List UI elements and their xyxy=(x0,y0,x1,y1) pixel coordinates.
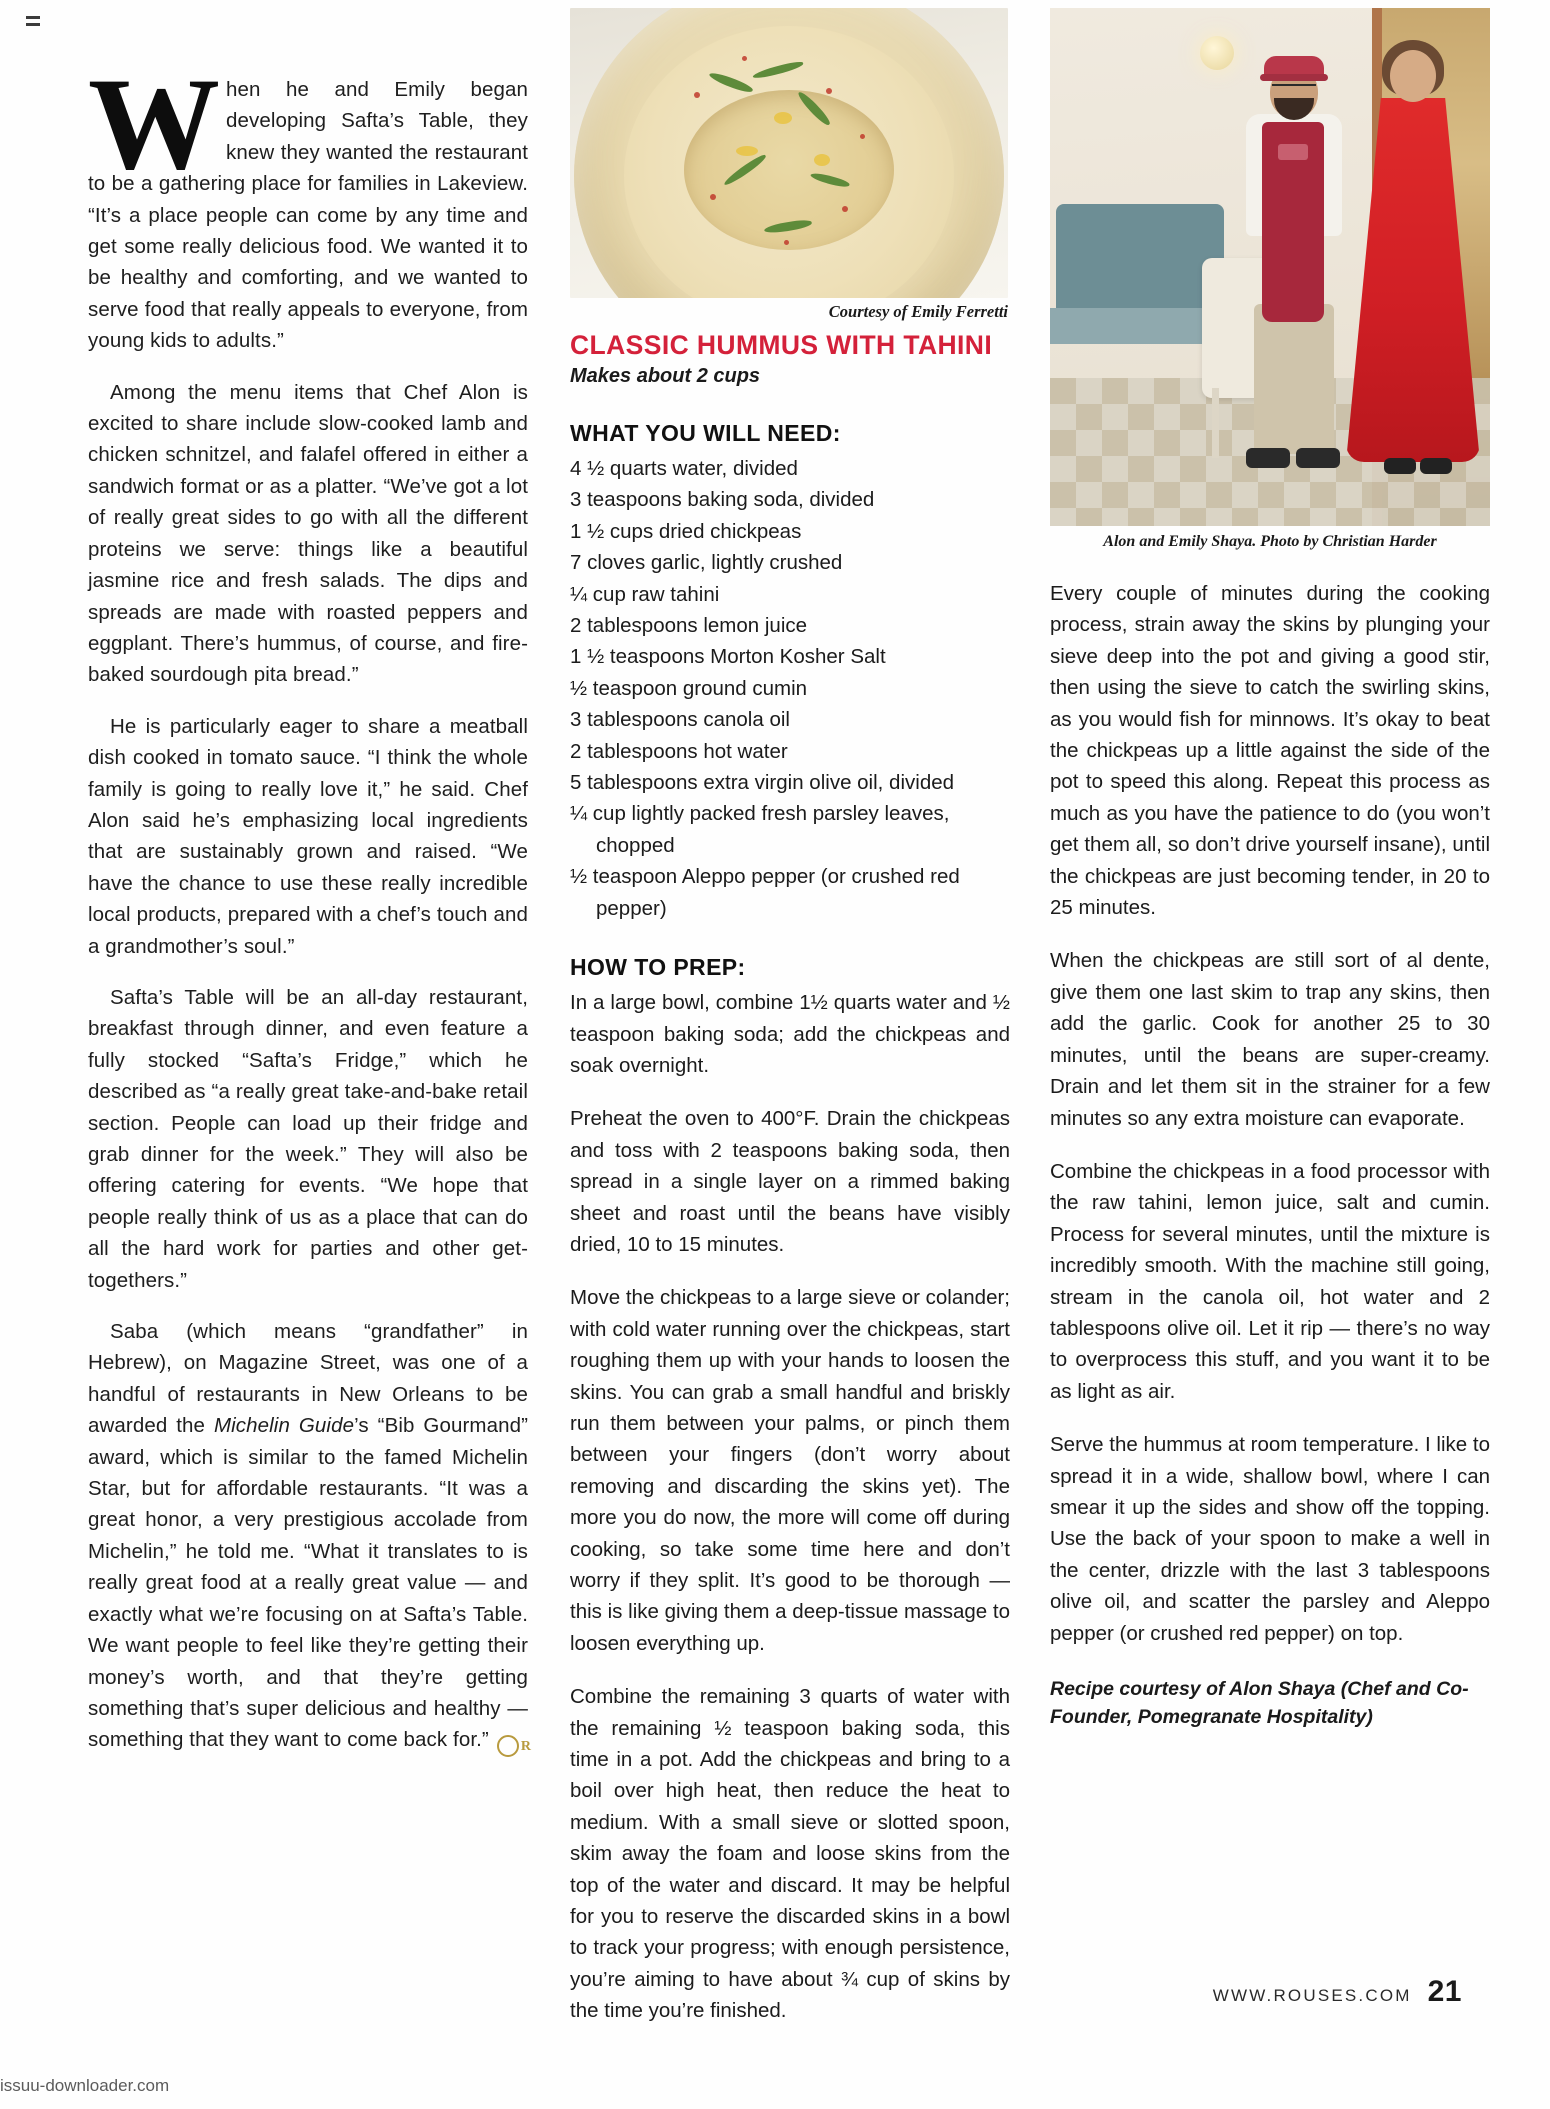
aleppo-pepper-fleck xyxy=(860,134,865,139)
ingredient-item: 1 ½ cups dried chickpeas xyxy=(570,519,802,543)
parsley-garnish xyxy=(752,60,804,80)
parsley-garnish xyxy=(708,70,754,96)
shoe xyxy=(1246,448,1290,468)
ingredient-item: ¼ cup raw tahini xyxy=(570,582,720,606)
prep-step: Combine the remaining 3 quarts of water with the remaining ½ teaspoon baking soda, this time in a pot. Add the chickpeas and bring to a boil over high heat, then reduce the heat to medium. With a small sieve or slotted spoon, skim away the foam and loose skins from the top of the water and discard. It may be helpful for you to reserve the discarded skins in a bowl to track your progress; with enough persistence, you’re aiming to have about ¾ cup of skins by the time you’re finished. xyxy=(570,1685,1010,2023)
couple-photo-caption: Alon and Emily Shaya. Photo by Christian Harder xyxy=(1103,533,1437,550)
shoe xyxy=(1420,458,1452,474)
recipe-column xyxy=(570,330,1010,2027)
ingredient-item: 1 ½ teaspoons Morton Kosher Salt xyxy=(570,645,886,669)
prep-step: Combine the chickpeas in a food processor with the raw tahini, lemon juice, salt and cumin. Process for several minutes, until the mixture is incredibly smooth. With the machine still going, stream in the canola oil, hot water and 2 tablespoons olive oil. Let it rip — there’s no way to overprocess this stuff, and you want it to be as light as air. xyxy=(1050,1159,1490,1403)
hummus-photo xyxy=(570,8,1008,298)
article-paragraph-4: Safta’s Table will be an all-day restaurant, breakfast through dinner, and even feature a fully stocked “Safta’s Fridge,” which he described as “a really great take-and-bake retail section. People can load up their fridge and grab dinner for the week.” They will also be offering catering for events. “We hope that people really think of us as a place that can do all the hard work for parties and other get-togethers.” xyxy=(88,985,528,1292)
head xyxy=(1390,50,1436,102)
downloader-watermark: issuu-downloader.com xyxy=(0,2076,170,2095)
ingredient-item-continuation: chopped xyxy=(596,833,675,857)
aleppo-pepper-fleck xyxy=(694,92,700,98)
chair-leg xyxy=(1212,388,1219,458)
ingredient-item: 3 teaspoons baking soda, divided xyxy=(570,488,875,512)
recipe-yield: Makes about 2 cups xyxy=(570,365,761,387)
shoe xyxy=(1384,458,1416,474)
aleppo-pepper-fleck xyxy=(826,88,832,94)
paragraph-text: Saba (which means “grandfather” in Hebrew), on Magazine Street, was one of a handful of restaurants in New Orleans to be awarded the Michelin Guide’s “Bib Gourmand” award, which is similar to the famed Michelin Star, but for affordable restaurants. “It was a great honor, a very prestigious accolade from Michelin,” he told me. “What it translates to is really great food at a really great value — and exactly what we’re focusing on at Safta’s Table. We want people to feel like they’re getting their money’s worth, and that they’re getting something that’s super delicious and healthy — something that they want to come back for.” xyxy=(88,1320,528,1752)
ingredient-item: ½ teaspoon ground cumin xyxy=(570,676,808,700)
prep-step: Move the chickpeas to a large sieve or colander; with cold water running over the chickpeas, start roughing them up with your hands to loosen the skins. You can grab a small handful and briskly run them between your palms, or pinch them between your fingers (don’t worry about removing and discarding the skins yet). The more you do now, the more will come off during cooking, so take some time here and don’t worry if they split. It’s good to be thorough — this is like giving them a deep-tissue massage to loosen everything up. xyxy=(570,1286,1010,1655)
hummus-photo-caption: Courtesy of Emily Ferretti xyxy=(828,302,1008,321)
aleppo-pepper-fleck xyxy=(784,240,789,245)
recipe-title: CLASSIC HUMMUS WITH TAHINI xyxy=(570,330,993,360)
hummus-surface xyxy=(624,26,954,298)
aleppo-pepper-fleck xyxy=(842,206,848,212)
olive-oil-drizzle xyxy=(736,146,758,156)
article-paragraph-3: He is particularly eager to share a meatball dish cooked in tomato sauce. “I think the whole family is going to really love it,” he said. Chef Alon said he’s emphasizing local ingredients that are sustainably grown and raised. “We have the chance to use these really incredible local products, prepared with a chef’s touch and a grandmother’s soul.” xyxy=(88,714,528,958)
ingredients-heading: WHAT YOU WILL NEED: xyxy=(570,420,841,446)
ingredient-item: ¼ cup lightly packed fresh parsley leaves, xyxy=(570,802,950,826)
article-paragraph-2: Among the menu items that Chef Alon is excited to share include slow-cooked lamb and chicken schnitzel, and falafel offered in either a sandwich format or as a platter. “We’ve got a lot of really great sides to go with all the different proteins we serve: things like a beautiful jasmine rice and fresh salads. The dips and spreads are made with roasted peppers and eggplant. There’s hummus, of course, and fire-baked sourdough pita bread.” xyxy=(88,380,528,687)
ingredients-list xyxy=(570,453,1010,924)
publication-name: Michelin Guide xyxy=(213,1414,355,1438)
red-dress xyxy=(1346,98,1480,462)
prep-continued xyxy=(1050,578,1490,1649)
prep-step: Every couple of minutes during the cooking process, strain away the skins by plunging your sieve deep into the pot and giving a good stir, then using the sieve to catch the swirling skins, as you would fish for minnows. It’s okay to beat the chickpeas up a little against the side of the pot to speed this along. Repeat this process as much as you have the patience to do (you won’t get them all, so don’t drive yourself insane), until the chickpeas are just becoming tender, in 20 to 25 minutes. xyxy=(1050,582,1490,920)
paragraph-text: hen he and Emily began developing Safta’s Table, they knew they wanted the restaurant to be a gathering place for families in Lakeview. “It’s a place people can come by any time and get some really delicious food. We wanted it to be healthy and comforting, and we wanted to serve food that really appeals to everyone, from young kids to adults.” xyxy=(88,78,528,353)
recipe-continuation-column xyxy=(1050,578,1490,1731)
ingredient-item: 7 cloves garlic, lightly crushed xyxy=(570,551,843,575)
page-number: 21 xyxy=(1427,1975,1462,2008)
prep-section xyxy=(570,954,1010,2027)
olive-oil-drizzle xyxy=(774,112,792,124)
shoe xyxy=(1296,448,1340,468)
recipe-credit: Recipe courtesy of Alon Shaya (Chef and Co-Founder, Pomegranate Hospitality) xyxy=(1050,1678,1469,1728)
prep-heading: HOW TO PREP: xyxy=(570,954,746,981)
article-left-column xyxy=(88,50,532,1757)
glasses-icon xyxy=(1272,84,1316,94)
aleppo-pepper-fleck xyxy=(710,194,716,200)
ingredient-item: ½ teaspoon Aleppo pepper (or crushed red xyxy=(570,865,960,889)
prep-step: Serve the hummus at room temperature. I like to spread it in a wide, shallow bowl, where I can smear it up the sides and show off the topping. Use the back of your spoon to make a well in the center, drizzle with the last 3 tablespoons olive oil, and scatter the parsley and Aleppo pepper (or crushed red pepper) on top. xyxy=(1050,1433,1490,1645)
article-paragraph-1 xyxy=(88,50,528,357)
ingredient-item: 2 tablespoons lemon juice xyxy=(570,614,808,638)
rouses-end-mark: R xyxy=(497,1735,519,1757)
person-emily-shaya xyxy=(1338,38,1488,488)
ingredient-item: 4 ½ quarts water, divided xyxy=(570,457,798,480)
drop-cap-letter: W xyxy=(88,50,216,197)
aleppo-pepper-fleck xyxy=(742,56,747,61)
apron-logo xyxy=(1278,144,1308,160)
ingredient-item: 5 tablespoons extra virgin olive oil, divided xyxy=(570,771,955,795)
corner-crop-mark xyxy=(26,16,40,30)
article-paragraph-5 xyxy=(88,1316,532,1757)
banquette-bench xyxy=(1056,204,1224,324)
cap-brim xyxy=(1260,74,1328,81)
footer-website-url: WWW.ROUSES.COM xyxy=(1212,1986,1412,2005)
prep-step: When the chickpeas are still sort of al dente, give them one last skim to trap any skins, then add the garlic. Cook for another 25 to 30 minutes, until the beans are super-creamy. Drain and let them sit in the strainer for a few minutes so any extra moisture can evaporate. xyxy=(1050,949,1490,1130)
pendant-light-icon xyxy=(1200,36,1234,70)
ingredient-item: 2 tablespoons hot water xyxy=(570,739,788,763)
prep-step: In a large bowl, combine 1½ quarts water and ½ teaspoon baking soda; add the chickpeas and soak overnight. xyxy=(570,991,1010,1077)
trousers xyxy=(1254,304,1334,454)
couple-photo xyxy=(1050,8,1490,526)
ingredient-item-continuation: pepper) xyxy=(596,896,667,920)
olive-oil-drizzle xyxy=(814,154,830,166)
prep-step: Preheat the oven to 400°F. Drain the chickpeas and toss with 2 teaspoons baking soda, then spread in a single layer on a rimmed baking sheet and roast until the beans have visibly dried, 10 to 15 minutes. xyxy=(570,1107,1010,1256)
ingredient-item: 3 tablespoons canola oil xyxy=(570,708,790,732)
page-footer xyxy=(1213,1975,1462,2009)
hummus-bowl-shape xyxy=(574,8,1004,298)
